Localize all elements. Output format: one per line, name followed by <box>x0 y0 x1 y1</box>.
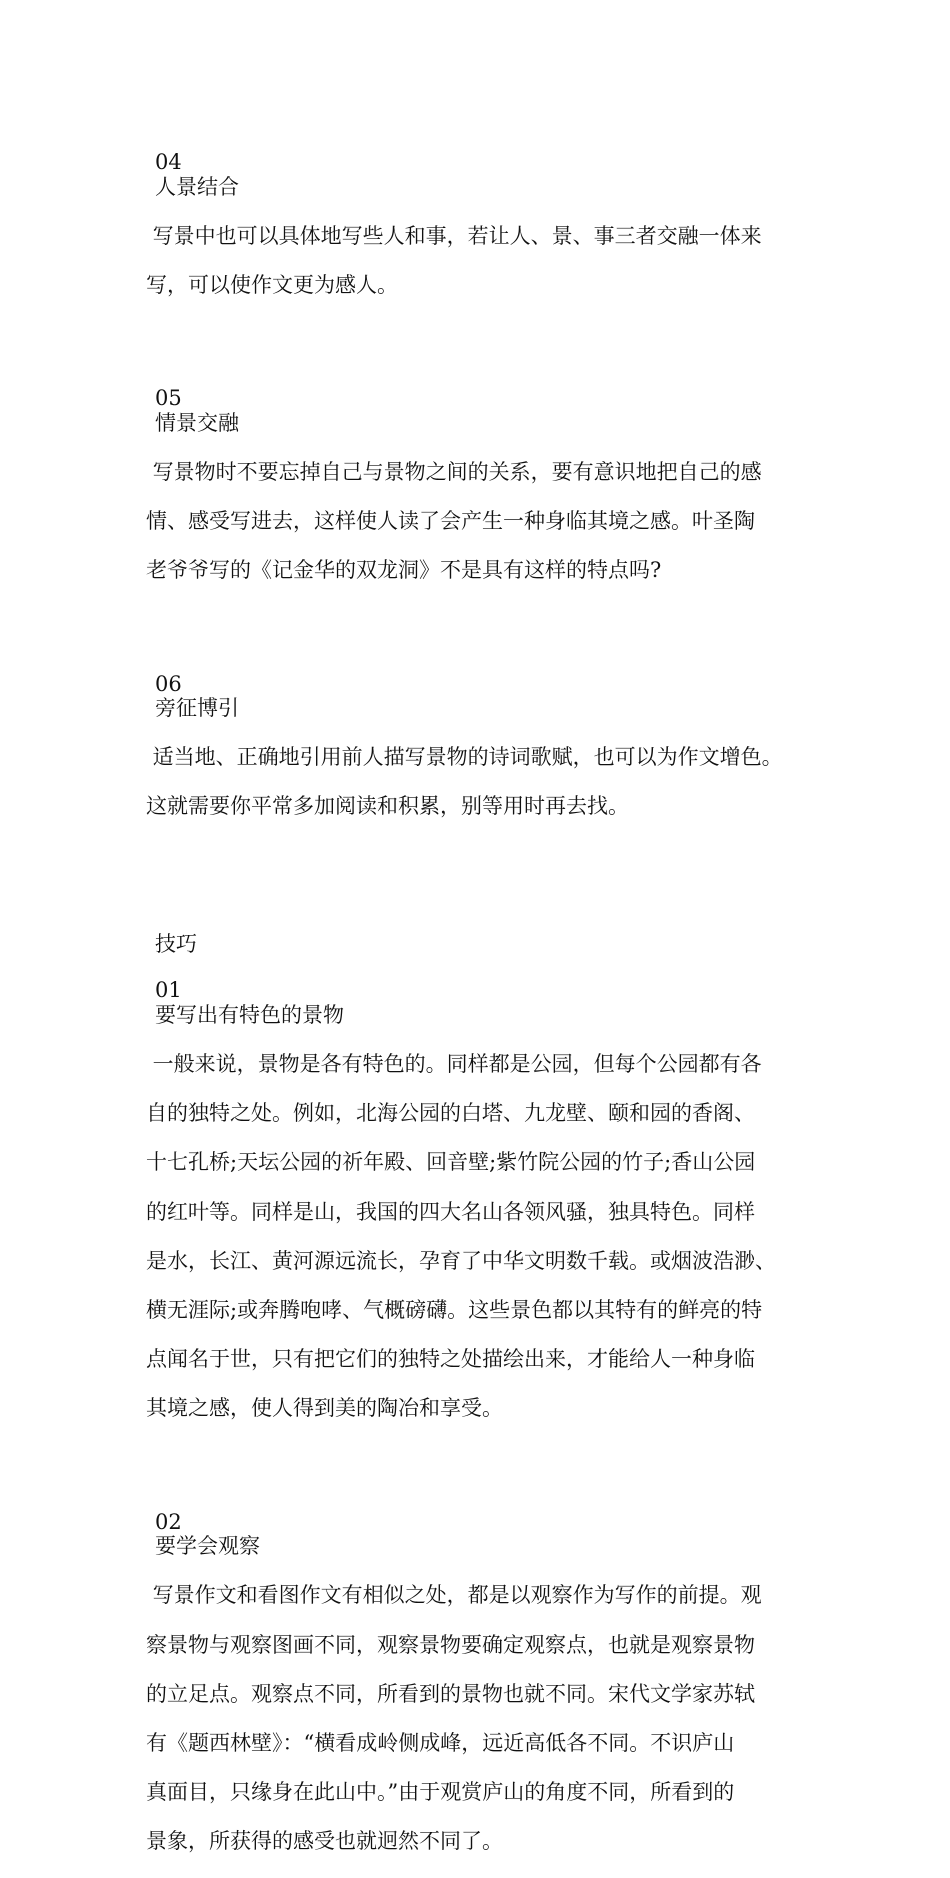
paragraph-line: 的立足点。观察点不同，所看到的景物也就不同。宋代文学家苏轼 <box>146 1681 755 1706</box>
paragraph-line: 景象，所获得的感受也就迥然不同了。 <box>146 1829 503 1854</box>
section-number: 06 <box>155 671 182 696</box>
section-paragraph <box>146 1027 836 1445</box>
section-paragraph <box>146 1559 836 1878</box>
section-paragraph <box>146 199 836 322</box>
section-title: 要学会观察 <box>155 1534 260 1559</box>
section-title: 情景交融 <box>155 410 239 435</box>
paragraph-line: 适当地、正确地引用前人描写景物的诗词歌赋，也可以为作文增色。 <box>146 745 783 770</box>
heading-skills: 技巧 <box>155 931 197 956</box>
document-page <box>146 150 836 1878</box>
paragraph-line: 写景作文和看图作文有相似之处，都是以观察作为写作的前提。观 <box>146 1583 762 1608</box>
section-paragraph <box>146 721 836 844</box>
section-title: 旁征博引 <box>155 696 239 721</box>
section-number: 04 <box>155 150 182 174</box>
paragraph-line: 写景物时不要忘掉自己与景物之间的关系，要有意识地把自己的感 <box>146 459 762 484</box>
section-01 <box>146 978 836 1445</box>
paragraph-line: 的红叶等。同样是山，我国的四大名山各领风骚，独具特色。同样 <box>146 1199 755 1224</box>
paragraph-line: 情、感受写进去，这样使人读了会产生一种身临其境之感。叶圣陶 <box>146 509 755 534</box>
paragraph-line: 有《题西林壁》：“横看成岭侧成峰，远近高低各不同。不识庐山 <box>146 1730 735 1755</box>
paragraph-line: 一般来说，景物是各有特色的。同样都是公园，但每个公园都有各 <box>146 1052 762 1077</box>
paragraph-line: 十七孔桥;天坛公园的祈年殿、回音壁;紫竹院公园的竹子;香山公园 <box>146 1150 756 1175</box>
paragraph-line: 这就需要你平常多加阅读和积累，别等用时再去找。 <box>146 794 629 819</box>
paragraph-line: 点闻名于世，只有把它们的独特之处描绘出来，才能给人一种身临 <box>146 1347 755 1372</box>
paragraph-line: 自的独特之处。例如，北海公园的白塔、九龙壁、颐和园的香阁、 <box>146 1101 755 1126</box>
section-04 <box>146 150 836 322</box>
section-paragraph <box>146 435 836 607</box>
section-06 <box>146 672 836 844</box>
paragraph-line: 写，可以使作文更为感人。 <box>146 272 398 297</box>
section-title: 人景结合 <box>155 174 239 199</box>
section-number: 05 <box>155 386 182 411</box>
section-number: 01 <box>155 978 182 1003</box>
section-number: 02 <box>155 1509 182 1534</box>
paragraph-line: 横无涯际;或奔腾咆哮、气概磅礴。这些景色都以其特有的鲜亮的特 <box>146 1297 763 1322</box>
paragraph-line: 是水，长江、黄河源远流长，孕育了中华文明数千载。或烟波浩渺、 <box>146 1248 776 1273</box>
paragraph-line: 老爷爷写的《记金华的双龙洞》不是具有这样的特点吗? <box>146 558 662 583</box>
paragraph-line: 写景中也可以具体地写些人和事，若让人、景、事三者交融一体来 <box>146 223 762 248</box>
section-title: 要写出有特色的景物 <box>155 1002 344 1027</box>
paragraph-line: 其境之感，使人得到美的陶冶和享受。 <box>146 1396 503 1421</box>
paragraph-line: 察景物与观察图画不同，观察景物要确定观察点，也就是观察景物 <box>146 1632 755 1657</box>
section-02 <box>146 1510 836 1878</box>
paragraph-line: 真面目，只缘身在此山中。”由于观赏庐山的角度不同，所看到的 <box>146 1780 735 1805</box>
section-05 <box>146 386 836 607</box>
